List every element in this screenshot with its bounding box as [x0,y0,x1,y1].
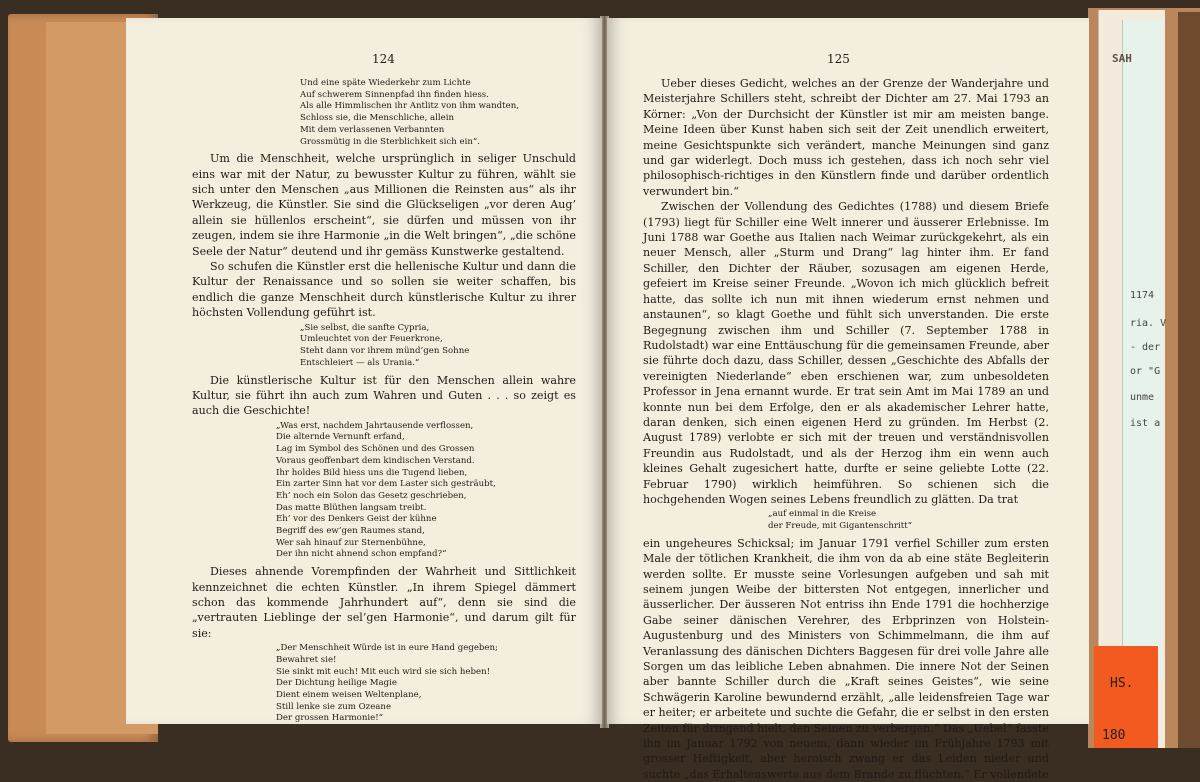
verse-line: Eh’ noch ein Solon das Gesetz geschrieben, [276,490,467,501]
verse-block-5 [768,509,1049,532]
verse-line: Als alle Himmlischen ihr Antlitz von ihm wandten, [300,101,519,112]
verse-block-4 [276,643,576,725]
verse-line: Die alternde Vernunft erfand, [276,432,405,443]
slip-label-top: SAH [1112,52,1132,65]
verse-line: Voraus geoffenbart dem kindischen Verstand. [276,455,475,466]
verse-block-3 [276,421,576,561]
paragraph: ein ungeheures Schicksal; im Januar 1791 verfiel Schiller zum ersten Male der tötlichen Krankheit, die ihm von da ab eine stäte Begleiterin werden sollte. Er musste seine Vorlesungen aufgeben und sah mit seinem jungen Weibe der bittersten Not entgegen, innerlicher und äusserlicher. Der äusseren Not entriss ihn Ende 1791 die hochherzige Gabe seiner dänischen Verehrer, des Erbprinzen von Holstein-Augustenburg und des Ministers von Schimmelmann, die ihm auf Veranlassung des dänischen Dichters Baggesen für drei volle Jahre alle Sorgen um das leibliche Leben abnahmen. Die innere Not der Seinen aber bannte Schiller durch die „Kraft seines Geistes“, wie seine Schwägerin Karoline bewundernd erzählt, „alle leidensfreien Tage war er heiter; er arbeitete und suchte die Gefahr, die er selbst in den ersten Zeiten für dringend hielt, den Seinen zu verbergen.“ Das „Uebel“ fasste ihn im Januar 1792 von neuem, dann wieder im Frühjahre 1793 mit grosser Heftigkeit, aber heroisch zwang er das Leiden nieder und suchte „das Erhaltenswerte aus dem Brande zu flüchten.“ Er vollendete [643,536,1049,781]
paragraph: Ueber dieses Gedicht, welches an der Grenze der Wanderjahre und Meisterjahre Schillers steht, schreibt der Dichter am 27. Mai 1793 an Körner: „Von der Durchsicht der Künstler ist mir am meisten bange. Meine Ideen über Kunst haben sich seit der Zeit unendlich erweitert, meine Gesichtspunkte sich verändert, manche Meinungen sind ganz und gar widerlegt. Doch muss ich gestehen, dass ich noch sehr viel philosophisch-richtiges in den Künstlern finde und darüber ordentlich verwundert bin.“ [643,77,1049,198]
page-number-right: 125 [827,52,850,66]
verse-line: Der ihn nicht ahnend schon empfand?“ [276,549,447,560]
verse-line: Bewahret sie! [276,654,337,665]
verse-line: Der Dichtung heilige Magie [276,678,398,689]
slip-handwriting-6: ist a [1130,418,1161,429]
verse-line: Steht dann vor ihrem münd’gen Sohne [300,346,470,357]
verse-line: Entschleiert — als Urania.“ [300,357,420,368]
paragraph: Die künstlerische Kultur ist für den Menschen allein wahre Kultur, sie führt ihn auch zum Wahren und Guten . . . so zeigt es auch die Geschichte! [192,373,576,418]
verse-block-1 [300,78,576,148]
paragraph: Dieses ahnende Vorempfinden der Wahrheit und Sittlichkeit kennzeichnet die echten Künstler. „In ihrem Spiegel dämmert schon das kommende Jahrhundert auf“, denn sie sind die „vertrauten Lieblinge der sel’gen Harmonie“, und darum gilt für sie: [192,565,576,640]
verse-line: Umleuchtet von der Feuerkrone, [300,334,443,345]
slip-handwriting-4: or "G [1130,366,1161,377]
verse-line: Lag im Symbol des Schönen und des Grossen [276,444,475,455]
slip-handwriting-5: unme [1130,392,1155,403]
paragraph: So schufen die Künstler erst die hellenische Kultur und dann die Kultur der Renaissance und so sollen sie weiter schaffen, bis endlich die ganze Menschheit durch künstlerische Kultur zu ihrer höchsten Vollendung geführt ist. [192,260,576,320]
verse-line: „Sie selbst, die sanfte Cypria, [300,322,430,333]
right-page-text [643,76,1049,782]
page-number-left: 124 [372,52,395,66]
verse-line: Begriff des ew’gen Raumes stand, [276,526,425,537]
slip-handwriting-2: ria. V [1130,318,1167,329]
verse-line: „Der Menschheit Würde ist in eure Hand gegeben; [276,643,498,654]
verse-line: Still lenke sie zum Ozeane [276,701,392,712]
slip-handwriting-3: - der [1130,342,1161,353]
verse-line: Auf schwerem Sinnenpfad ihn finden hiess. [300,89,489,100]
verse-line: Grossmütig in die Sterblichkeit sich ein“. [300,136,481,147]
right-page [607,18,1089,781]
left-page-text [192,76,576,728]
verse-line: Ein zarter Sinn hat vor dem Laster sich gesträubt, [276,479,496,490]
verse-line: Schloss sie, die Menschliche, allein [300,113,455,124]
verse-line: „Was erst, nachdem Jahrtausende verflossen, [276,420,474,431]
verse-line: Dient einem weisen Weltenplane, [276,690,422,700]
verse-line: Und eine späte Wiederkehr zum Lichte [300,78,471,88]
verse-line: Ihr holdes Bild hiess uns die Tugend lieben, [276,467,468,478]
paragraph: Um die Menschheit, welche ursprünglich in seliger Unschuld eins war mit der Natur, zu bewusster Kultur zu führen, wählt sie sich unter den Menschen „aus Millionen die Reinsten aus“ als ihr Werkzeug, die Künstler. Sie sind die Glückseligen „vor deren Aug’ allein sie hüllenlos erscheint“, sie dürfen und müssen von ihr zeugen, indem sie ihre Harmonie „in die Welt bringen“, „die schöne Seele der Natur“ deutend und ihr gemäss Kunstwerke gestaltend. [192,152,576,258]
verse-line: „auf einmal in die Kreise [768,509,877,520]
left-page [126,18,602,724]
verse-block-2 [300,323,576,370]
verse-line: Mit dem verlassenen Verbannten [300,124,445,135]
slip-bottom-text: 180 [1102,728,1126,743]
verse-line: Wer sah hinauf zur Sternenbühne, [276,537,426,548]
verse-line: Sie sinkt mit euch! Mit euch wird sie sich heben! [276,666,491,677]
book-spine-dark [1178,12,1200,748]
tab-text: HS. [1110,676,1134,691]
verse-line: Das matte Blüthen langsam treibt. [276,502,427,513]
verse-line: Der grossen Harmonie!“ [276,713,384,724]
paragraph: Zwischen der Vollendung des Gedichtes (1788) und diesem Briefe (1793) liegt für Schiller eine Welt innerer und äusserer Erlebnisse. Im Juni 1788 war Goethe aus Italien nach Weimar zurückgekehrt, als ein neuer Mensch, aller „Sturm und Drang“ lag hinter ihm. Er fand Schiller, den Dichter der Räuber, sozusagen am eigenen Herde, gefeiert im Kreise seiner Freunde. „Wovon ich mich glücklich befreit hatte, das sollte ich nun mit ihnen wiederum ernst nehmen und anstaunen“, so klagt Goethe und fühlt sich unverstanden. Die erste Begegnung zwischen ihm und Schiller (7. September 1788 in Rudolstadt) war eine Enttäuschung für die gemeinsamen Freunde, aber sie führte doch dazu, dass Schiller, dessen „Geschichte des Abfalls der vereinigten Niederlande“ eben erschienen war, zum unbesoldeten Professor in Jena ernannt wurde. Er trat sein Amt im Mai 1789 an und konnte nun bei dem Erfolge, den er als akademischer Lehrer hatte, daran denken, sich einen eigenen Herd zu gründen. Im Herbst (2. August 1789) verlobte er sich mit der treuen und verständnisvollen Freundin aus Rudolstadt, und als der Herzog ihm ein wenn auch kleines Gehalt zugesichert hatte, durfte er seine geliebte Lotte (22. Februar 1790) wirklich heimführen. So schienen sich die hochgehenden Wogen seines Lebens freundlich zu glätten. Da trat [643,200,1049,506]
verse-line: Eh’ vor des Denkers Geist der kühne [276,514,437,525]
slip-handwriting-1: 1174 [1130,290,1155,301]
verse-line: der Freude, mit Gigantenschritt“ [768,521,913,532]
